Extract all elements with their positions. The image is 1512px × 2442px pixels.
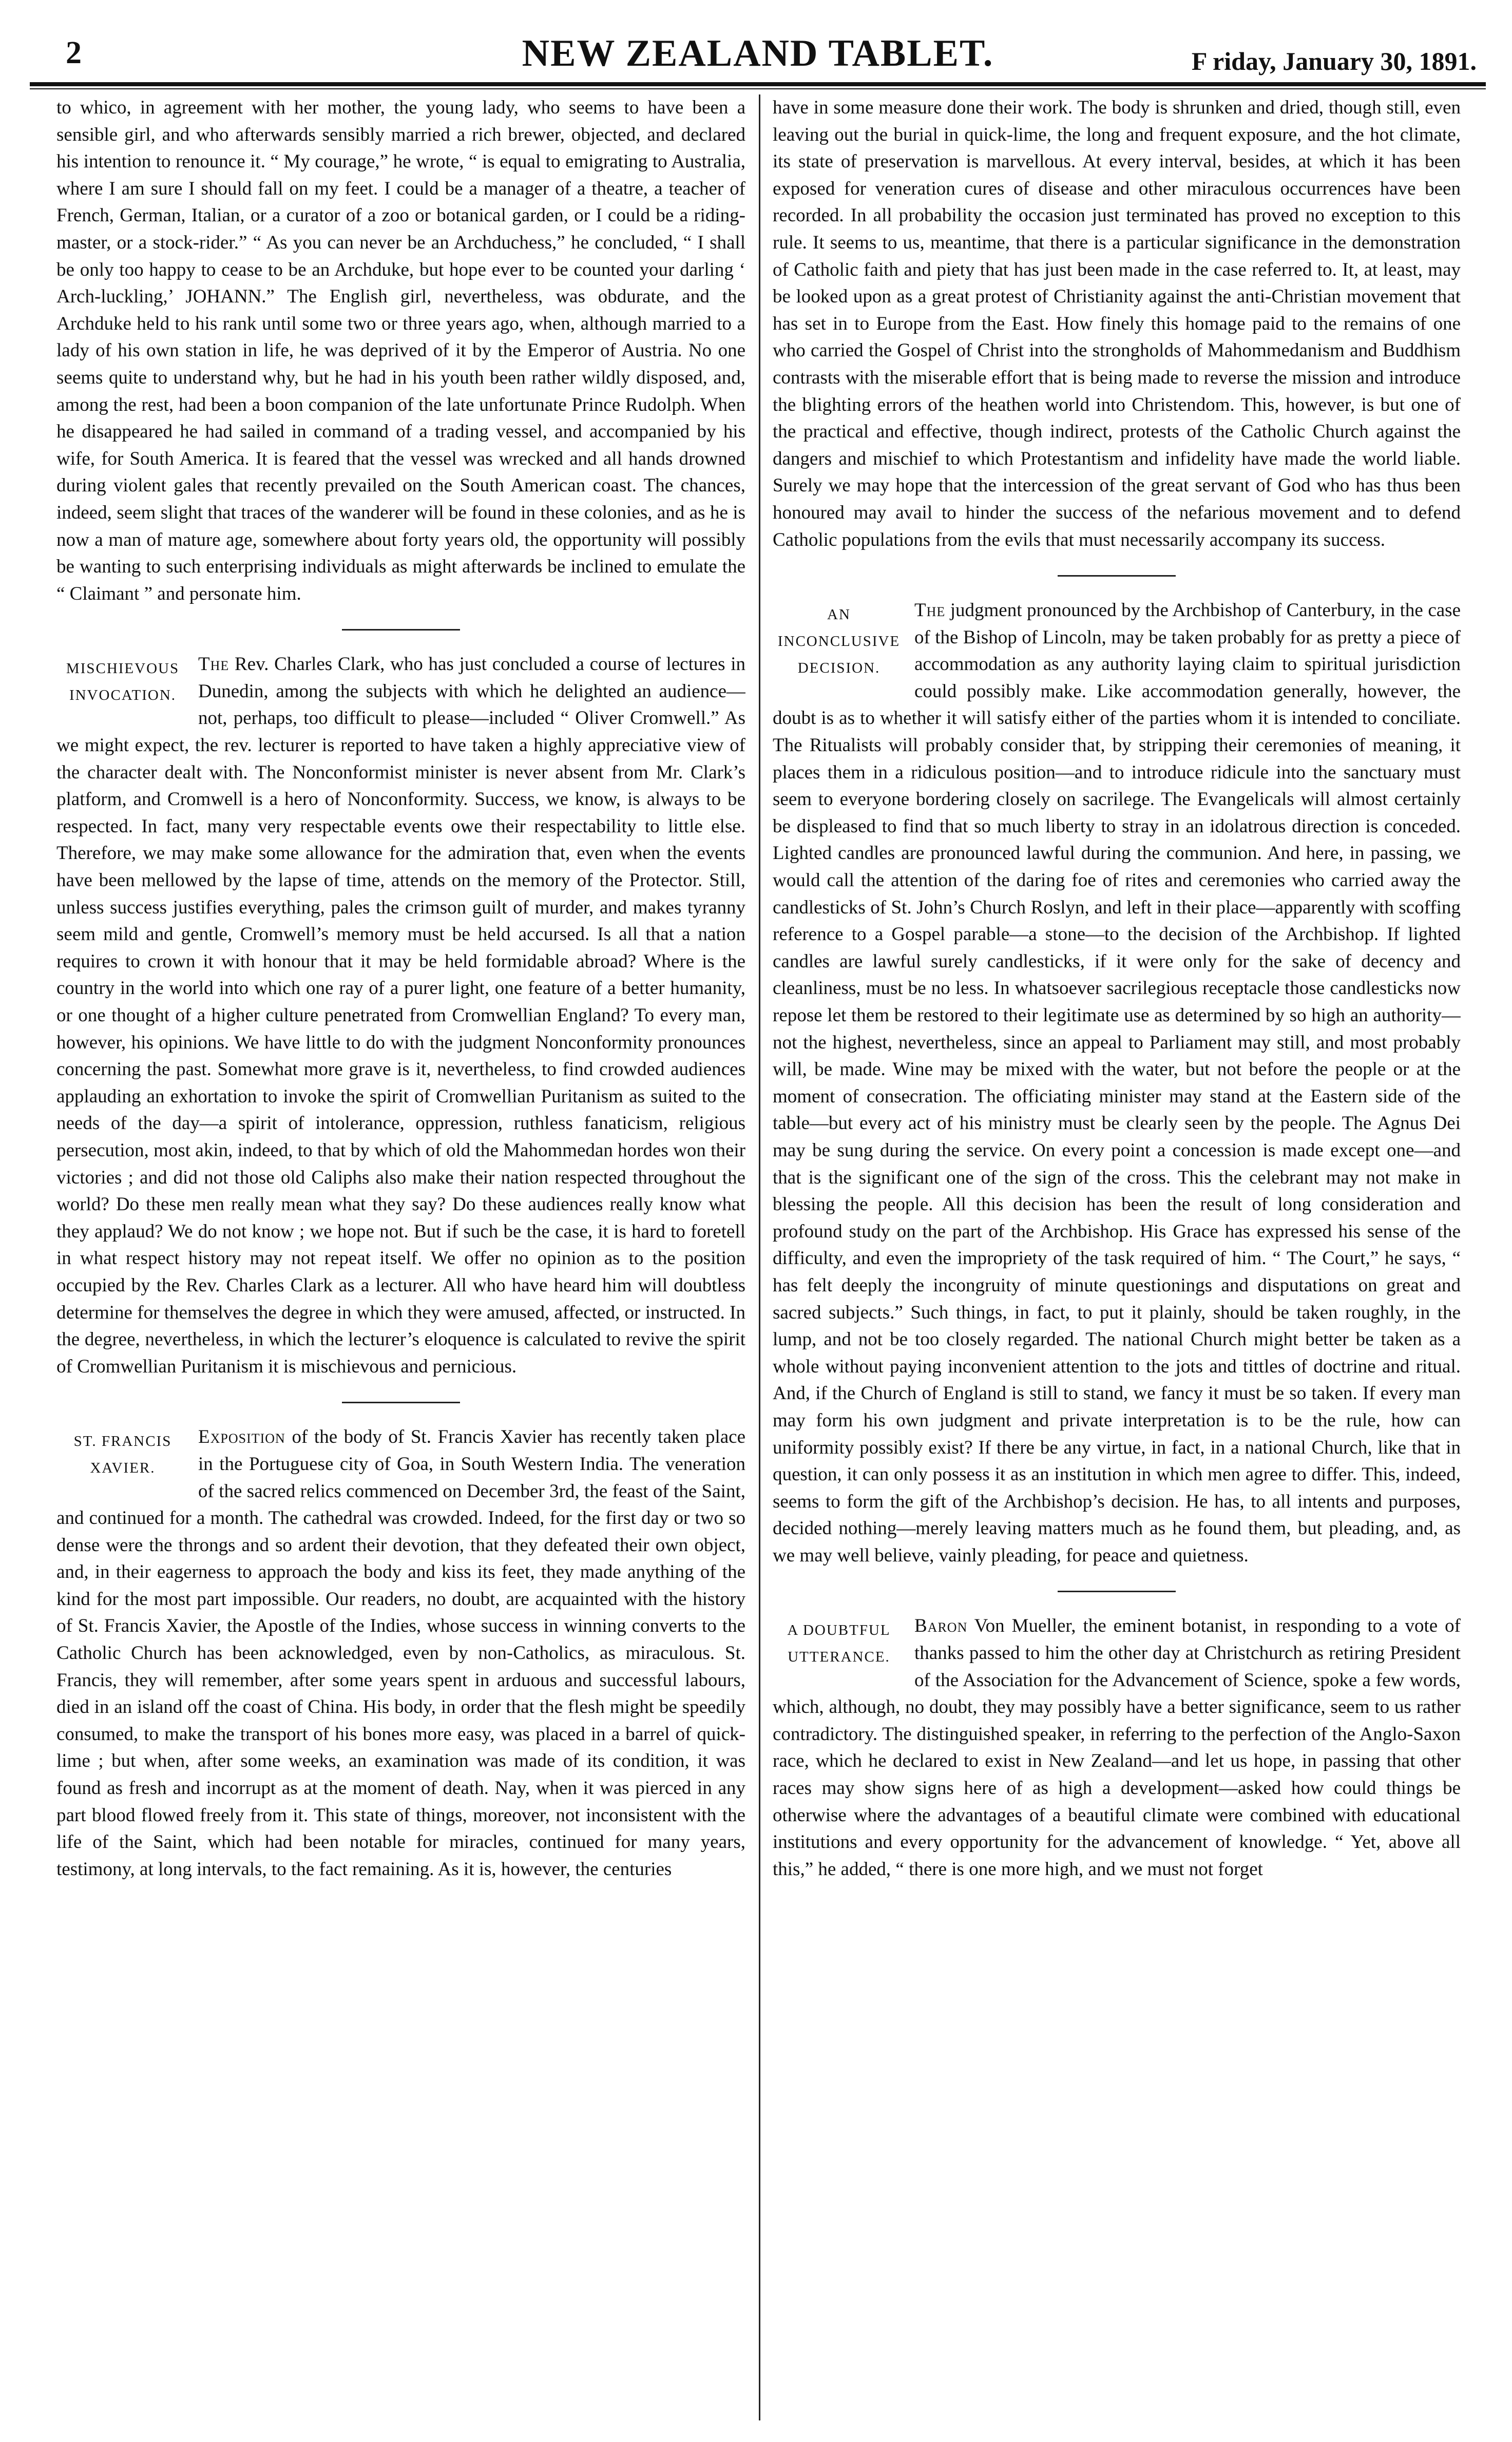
article-text: Von Mueller, the eminent botanist, in responding to a vote of thanks passed to him the other day at Christchurch as retiring President of the Association for the Advancement of Science, spoke a few words, which, although, no doubt, they may possibly have a better significance, seem to us rather contradictory. The distinguished speaker, in referring to the perfection of the Anglo-Saxon race, which he declared to exist in New Zealand—and let us hope, in passing that other races may show signs here of as high a development—asked how could things be otherwise where the advantages of a beautiful climate were combined with educational institutions and every opportunity for the advancement of knowledge. “ Yet, above all this,” he added, “ there is one more high, and we must not forget [773, 1615, 1461, 1880]
article-body [56, 651, 745, 1380]
issue-date: F riday, January 30, 1891. [1191, 47, 1477, 75]
article-lead: Exposition [198, 1426, 285, 1448]
article-st-francis-xavier [56, 1424, 745, 1883]
article-sidenote: A DOUBTFUL UTTERANCE. [787, 1622, 891, 1666]
continued-article: have in some measure done their work. The body is shrunken and dried, though still, even leaving out the burial in quick-lime, the long and frequent exposure, and the hot climate, its state of preservation is marvellous. At every interval, besides, at which it has been exposed for veneration cures of disease and other miraculous occurrences have been recorded. In all probability the occasion just terminated has proved no exception to this rule. It seems to us, meantime, that there is a particular significance in the demonstration of Catholic faith and piety that has just been made in the case referred to. It, at least, may be looked upon as a great protest of Christianity against the anti-Christian movement that has set in to Europe from the East. How finely this homage paid to the remains of one who carried the Gospel of Christ into the strongholds of Mahommedanism and Buddhism contrasts with the miserable effort that is being made to reverse the mission and introduce the blighting errors of the heathen world into Christendom. This, however, is but one of the practical and effective, though indirect, protests of the Catholic Church against the dangers and mischief to which Protestantism and infidelity have made the world liable. Surely we may hope that the intercession of the great servant of God who has thus been honoured may avail to hinder the success of the nefarious movement and to defend Catholic populations from the evils that must necessarily accompany its success. [773, 97, 1461, 550]
newspaper-title: NEW ZEALAND TABLET. [522, 32, 994, 74]
left-column [56, 94, 745, 2426]
right-column [773, 94, 1461, 2426]
article-text: Rev. Charles Clark, who has just concluded a course of lectures in Dunedin, among the subjects with which he delighted an audience—not, perhaps, too difficult to please—included “ Oliver Cromwell.” As we might expect, the rev. lecturer is reported to have taken a highly appreciative view of the character dealt with. The Nonconformist minister is never absent from Mr. Clark’s platform, and Cromwell is a hero of Nonconformity. Success, we know, is always to be respected. In fact, many very respectable events owe their respectability to little else. Therefore, we may make some allowance for the admiration that, even when the events have been mellowed by the lapse of time, attends on the memory of the Protector. Still, unless success justifies everything, pales the crimson guilt of murder, and makes tyranny seem mild and gentle, Cromwell’s memory must be held accursed. Is all that a nation requires to crown it with honour that it may be held formidable abroad? Where is the country in the world into which one ray of a purer light, one feature of a better humanity, or one thought of a higher culture penetrated from Cromwellian England? To every man, however, his opinions. We have little to do with the judgment Nonconformity pronounces concerning the past. Somewhat more grave is it, nevertheless, to find crowded audiences applauding an exhortation to invoke the spirit of Cromwellian Puritanism as suited to the needs of the day—a spirit of intolerance, oppression, ruthless fanaticism, religious persecution, most akin, indeed, to that by which of old the Mahommedan hordes won their victories ; and did not those old Caliphs also make their nation respected throughout the world? Do these men really mean what they say? Do these audiences really know what they applaud? We do not know ; we hope not. But if such be the case, it is hard to foretell in what respect history may not repeat itself. We offer no opinion as to the position occupied by the Rev. Charles Clark as a lecturer. All who have heard him will doubtless determine for themselves the degree in which they were amused, affected, or instructed. In the degree, nevertheless, in which the lecturer’s eloquence is calculated to revive the spirit of Cromwellian Puritanism it is mischievous and pernicious. [56, 654, 745, 1377]
article-sidenote: AN INCONCLUSIVE DECISION. [777, 606, 901, 677]
article-separator [342, 629, 460, 631]
article-text: of the body of St. Francis Xavier has recently taken place in the Portuguese city of Goa, in South Western India. The veneration of the sacred relics commenced on December 3rd, the feast of the Saint, and continued for a month. The cathedral was crowded. Indeed, for the first day or two so dense were the throngs and so ardent their devotion, that they defeated their own object, and, in their eagerness to approach the body and kiss its feet, they made anything of the kind for the most part impossible. Our readers, no doubt, are acquainted with the history of St. Francis Xavier, the Apostle of the Indies, whose success in winning converts to the Catholic Church has been acknowledged, even by non-Catholics, as miraculous. St. Francis, they will remember, after some years spent in arduous and successful labours, died in an island off the coast of China. His body, in order that the flesh might be speedily consumed, to make the transport of his bones more easy, was placed in a barrel of quick-lime ; but when, after some weeks, an examination was made of its condition, it was found as fresh and incorrupt as at the moment of death. Nay, when it was pierced in any part blood flowed freely from it. This state of things, moreover, not inconsistent with the life of the Saint, which had been notable for miracles, continued for many years, testimony, at long intervals, to the fact remaining. As it is, however, the centuries [56, 1426, 745, 1880]
column-divider [759, 94, 760, 2420]
article-doubtful-utterance [773, 1613, 1461, 1883]
article-text: judgment pronounced by the Archbishop of Canterbury, in the case of the Bishop of Lincoln, may be taken probably for as pretty a piece of accommodation as any authority laying claim to spiritual jurisdiction could possibly make. Like accommodation generally, however, the doubt is as to whether it will satisfy either of the parties whom it is intended to conciliate. The Ritualists will probably consider that, by stripping their ceremonies of meaning, it places them in a ridiculous position—and to introduce ridicule into the sanctuary must seem to everyone bordering closely on sacrilege. The Evangelicals will almost certainly be displeased to find that so much liberty to stray in an idolatrous direction is conceded. Lighted candles are pronounced lawful during the communion. And here, in passing, we would call the attention of the daring foe of rites and ceremonies who carried away the candlesticks of St. John’s Church Roslyn, and left in their place—apparently with scoffing reference to a Gospel parable—a stone—to the decision of the Archbishop. If lighted candles are lawful surely candlesticks, if it were only for the sake of decency and cleanliness, must be no less. In whatsoever sacrilegious receptacle those candlesticks now repose let them be restored to their legitimate use as determined by so high an authority—not the highest, nevertheless, since an appeal to Parliament may still, and most probably will, be made. Wine may be mixed with the water, but not before the people or at the moment of consecration. The officiating minister may stand at the Eastern side of the table—but every act of his ministry must be clearly seen by the people. The Agnus Dei may be sung during the service. On every point a concession is made except one—and that is the significant one of the sign of the cross. This the celebrant may not make in blessing the people. All this decision has been the result of long consideration and profound study on the part of the Archbishop. His Grace has expressed his sense of the difficulty, and even the impropriety of the task required of him. “ The Court,” he says, “ has felt deeply the incongruity of minute questionings and disputations on great and sacred subjects.” Such things, in fact, to put it plainly, should be taken roughly, in the lump, and not be too closely regarded. The national Church might better be taken as a whole without paying inconvenient attention to the jots and tittles of doctrine and ritual. And, if the Church of England is still to stand, we fancy it must be so taken. If every man may form his own judgment and private interpretation is to be the rule, how can uniformity possibly exist? If there be any virtue, in fact, in a national Church, like that in question, it can only possess it as an institution in which men agree to differ. This, indeed, seems to form the gift of the Archbishop’s decision. He has, to all intents and purposes, decided nothing—merely leaving matters much as he found them, but pleading, and, as we may well believe, vainly pleading, for peace and quietness. [773, 600, 1461, 1566]
article-lead: The [198, 654, 229, 675]
masthead [30, 32, 1486, 81]
article-body [56, 1424, 745, 1883]
article-mischievous-invocation [56, 651, 745, 1380]
article-sidenote: MISCHIEVOUS INVOCATION. [66, 660, 180, 704]
article-separator [1058, 575, 1176, 577]
page-number: 2 [66, 35, 82, 70]
article-sidenote: ST. FRANCIS XAVIER. [73, 1433, 172, 1477]
article-lead: Baron [914, 1615, 968, 1637]
masthead-rule-thin [30, 88, 1486, 89]
masthead-rule [30, 82, 1486, 86]
article-body [773, 597, 1461, 1569]
article-separator [342, 1402, 460, 1403]
article-lead: The [914, 600, 946, 621]
continued-article: to whico, in agreement with her mother, the young lady, who seems to have been a sensible girl, and who afterwards sensibly married a rich brewer, objected, and declared his intention to renounce it. “ My courage,” he wrote, “ is equal to emigrating to Australia, where I am sure I should fall on my feet. I could be a manager of a theatre, a teacher of French, German, Italian, or a curator of a zoo or botanical garden, or I could be a riding-master, or a stock-rider.” “ As you can never be an Archduchess,” he concluded, “ I shall be only too happy to cease to be an Archduke, but hope ever to be counted your darling ‘ Arch-luckling,’ JOHANN.” The English girl, nevertheless, was obdurate, and the Archduke held to his rank until some two or three years ago, when, although married to a lady of his own station in life, he was deprived of it by the Emperor of Austria. No one seems quite to understand why, but he had in his youth been rather wildly disposed, and, among the rest, had been a boon companion of the late unfortunate Prince Rudolph. When he disappeared he had sailed in command of a trading vessel, and accompanied by his wife, for South America. It is feared that the vessel was wrecked and all hands drowned during violent gales that recently prevailed on the South American coast. The chances, indeed, seem slight that traces of the wanderer will be found in these colonies, and as he is now a man of mature age, somewhere about forty years old, the opportunity will possibly be wanting to such enterprising individuals as might afterwards be inclined to emulate the “ Claimant ” and personate him. [56, 97, 745, 604]
article-inconclusive-decision [773, 597, 1461, 1569]
article-separator [1058, 1591, 1176, 1592]
